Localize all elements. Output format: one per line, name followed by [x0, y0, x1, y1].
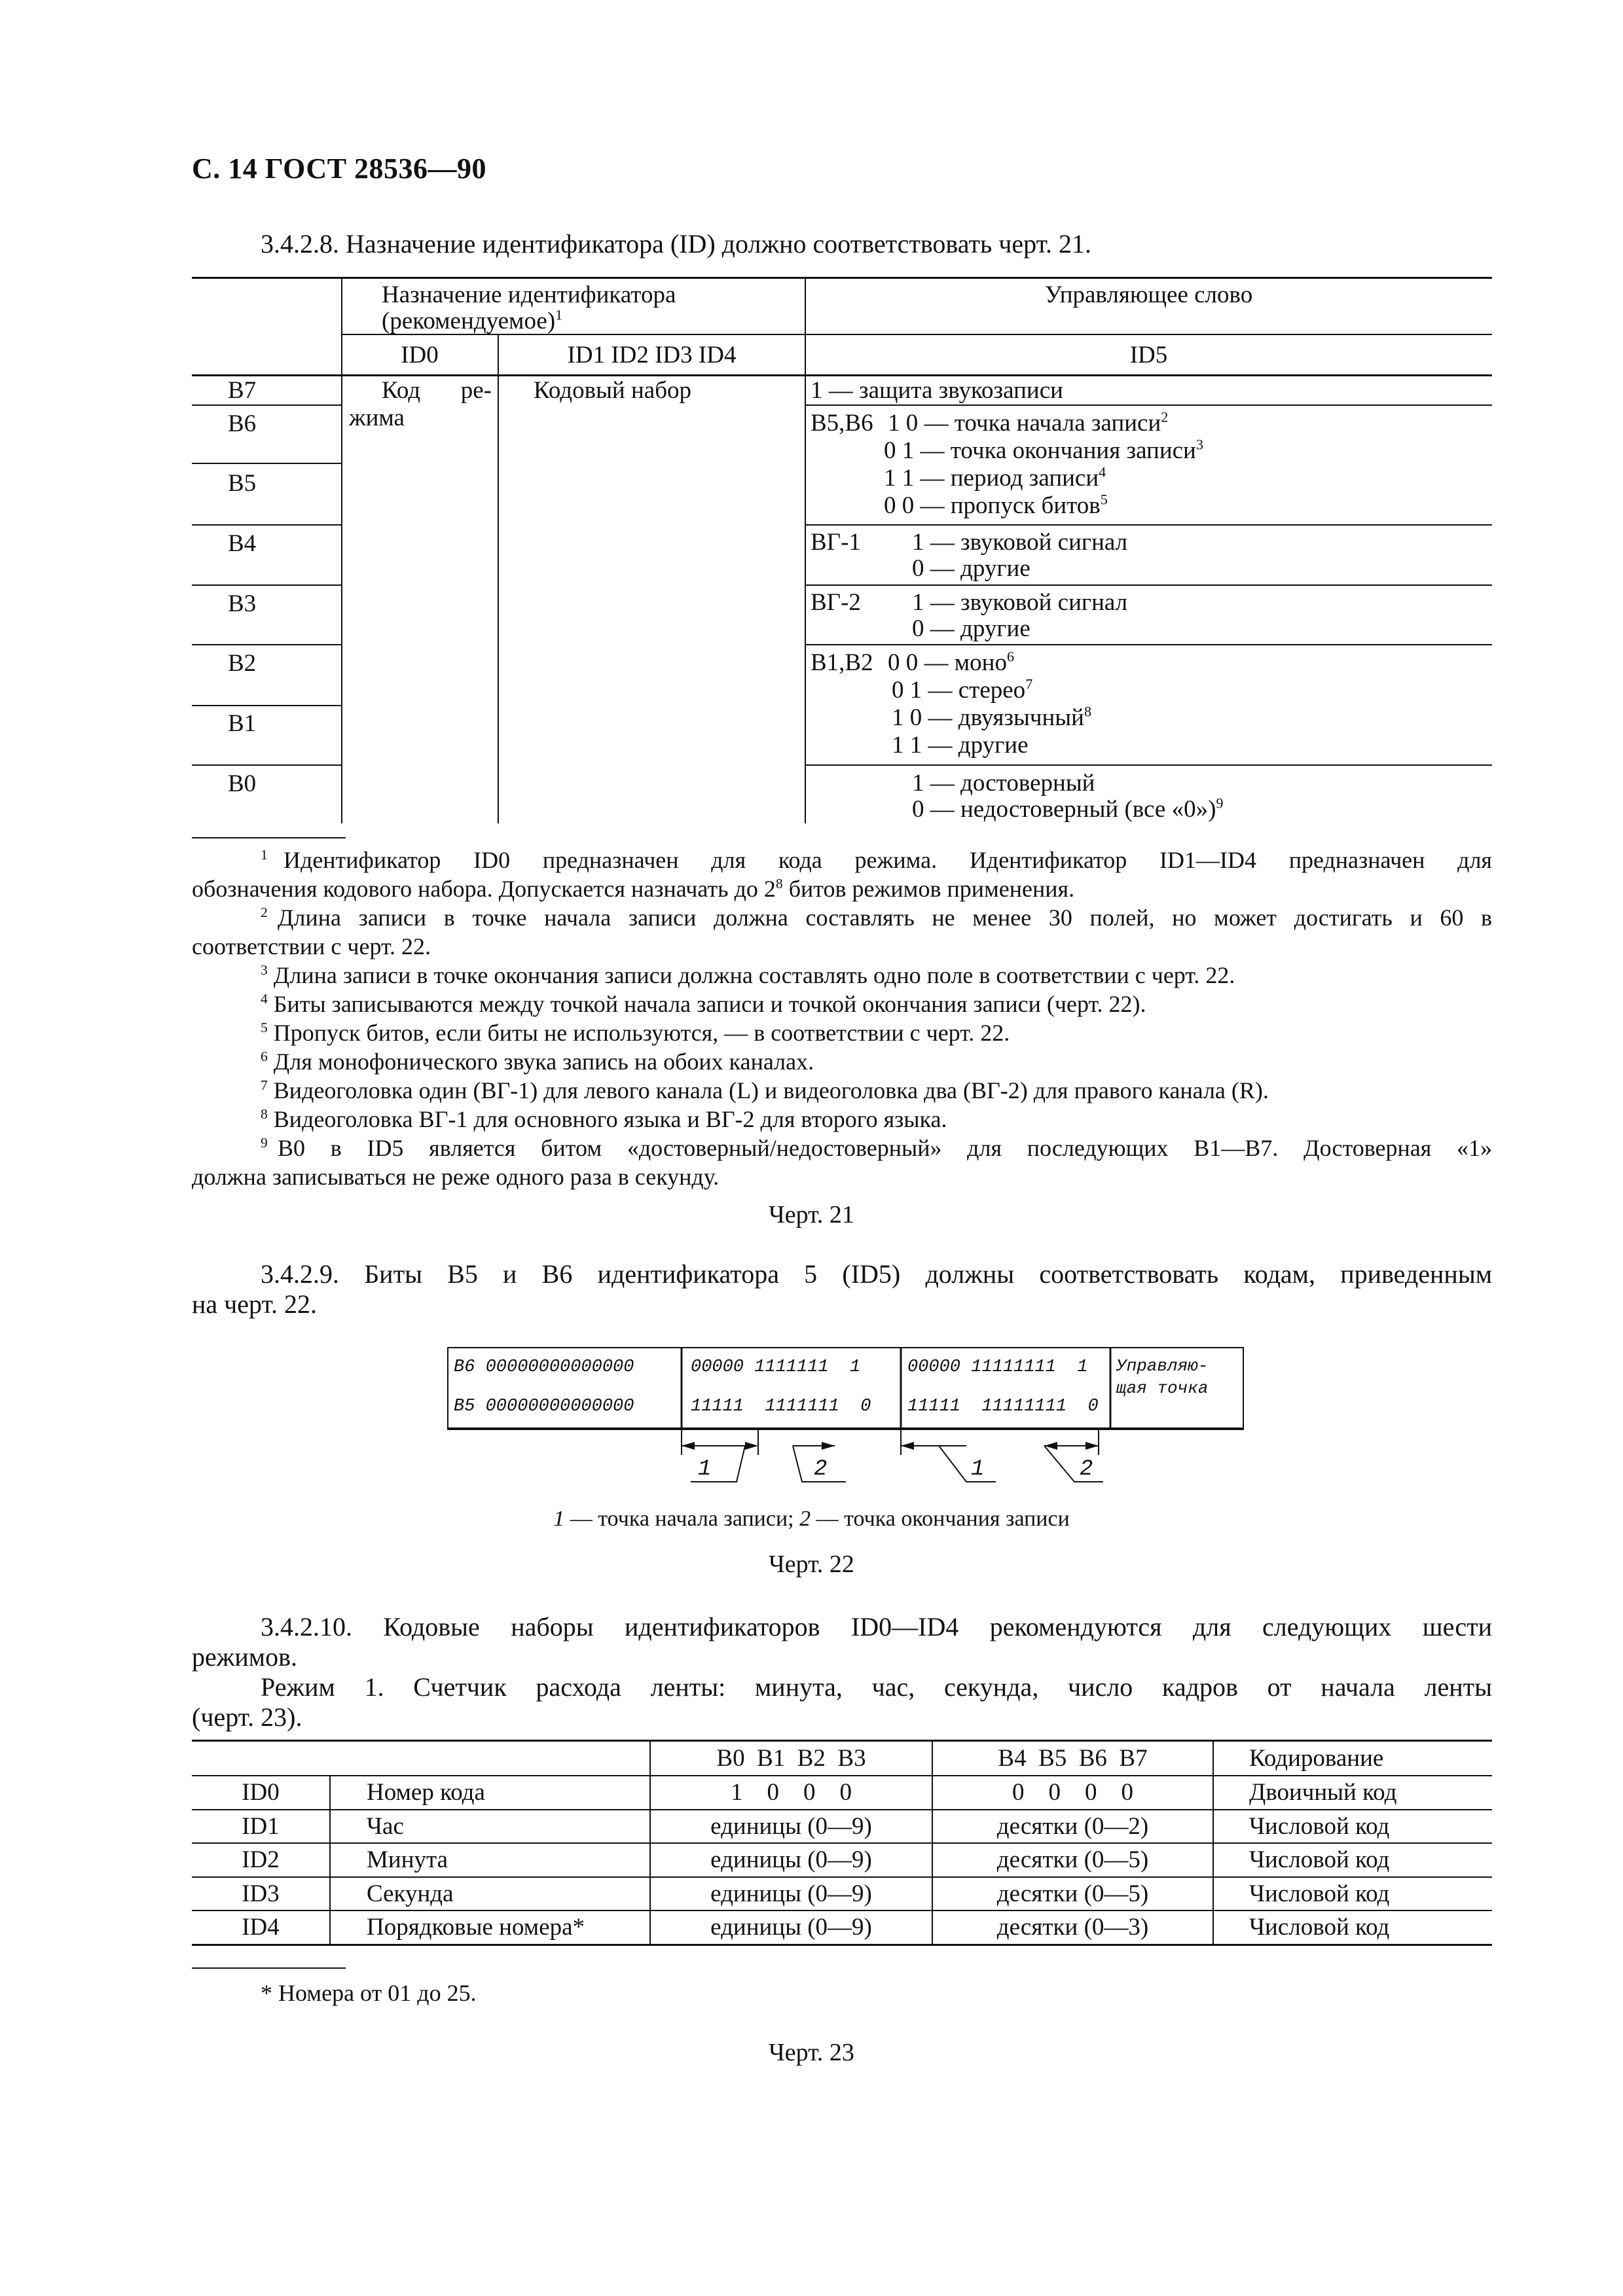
row-id0-id: ID0 — [242, 1779, 280, 1806]
b12-line3-sup: 8 — [1084, 703, 1092, 720]
head-id5: ID5 — [1129, 342, 1168, 368]
legend-22-num1: 1 — [553, 1507, 565, 1531]
footnote-5-text: Пропуск битов, если биты не используются, — в соответствии с черт. 22. — [273, 1020, 1010, 1046]
head-coding: Кодирование — [1249, 1745, 1384, 1772]
row-label-b3: B3 — [228, 590, 257, 617]
head-id0: ID0 — [401, 342, 439, 368]
footnote-1-number: 1 — [261, 847, 268, 863]
head-purpose-line2: (рекомендуемое) — [382, 308, 556, 334]
b3-line1: 1 — звуковой сигнал — [912, 589, 1128, 616]
b56-line4-sup: 5 — [1100, 491, 1108, 508]
paragraph-3-4-2-10-line1: 3.4.2.10. Кодовые наборы идентификаторов ID0—ID4 рекомендуются для следующих шести — [261, 1612, 1492, 1641]
caption-chert-22: Черт. 22 — [769, 1551, 854, 1578]
b0-line1: 1 — достоверный — [912, 770, 1095, 797]
b3-prefix: ВГ-2 — [811, 589, 861, 616]
row-id3-high: десятки (0—5) — [996, 1880, 1149, 1907]
mode-code-line1: Код ре- — [382, 377, 492, 404]
b4-line1: 1 — звуковой сигнал — [912, 529, 1128, 556]
control-point-line2: щая точка — [1116, 1378, 1209, 1398]
b12-line1: 0 0 — моно — [888, 649, 1007, 676]
footnote-2-line1: Длина записи в точке начала записи должна составлять не менее 30 полей, но может достигать и 60 в — [278, 905, 1492, 931]
b12-line2: 0 1 — стерео — [892, 677, 1026, 704]
b12-line4: 1 1 — другие — [892, 732, 1029, 759]
row-id1-low: единицы (0—9) — [710, 1813, 872, 1840]
caption-chert-21: Черт. 21 — [769, 1201, 854, 1229]
footnote-4-number: 4 — [261, 991, 268, 1007]
control-point-line1: Управляю- — [1116, 1356, 1209, 1376]
head-purpose-sup: 1 — [555, 306, 563, 323]
b7-description: 1 — защита звукозаписи — [811, 377, 1063, 404]
head-b0-b3: B0 B1 B2 B3 — [716, 1745, 866, 1772]
paragraph-3-4-2-8: 3.4.2.8. Назначение идентификатора (ID) должно соответствовать черт. 21. — [261, 229, 1092, 259]
row-id3-low: единицы (0—9) — [710, 1880, 872, 1907]
b56-line1: 1 0 — точка начала записи — [888, 410, 1161, 437]
footnote-chert-23: * Номера от 01 до 25. — [261, 1980, 477, 2006]
b5-segment-2: 11111 1111111 0 — [691, 1397, 871, 1416]
row-label-b5: B5 — [228, 470, 257, 497]
row-label-b6: B6 — [228, 410, 257, 437]
footnote-4-text: Биты записываются между точкой начала записи и точкой окончания записи (черт. 22). — [273, 991, 1146, 1017]
b6-label: B6 00000000000000 — [454, 1357, 634, 1377]
footnote-1-line1: Идентификатор ID0 предназначен для кода режима. Идентификатор ID1—ID4 предназначен для — [283, 847, 1492, 873]
head-b4-b7: B4 B5 B6 B7 — [998, 1745, 1148, 1772]
b0-line2: 0 — недостоверный (все «0») — [912, 796, 1216, 823]
row-id0-low: 1 0 0 0 — [731, 1779, 852, 1806]
b56-line3-sup: 4 — [1099, 463, 1106, 480]
row-id1-high: десятки (0—2) — [996, 1813, 1149, 1840]
b4-prefix: ВГ-1 — [811, 529, 861, 556]
b56-line2: 0 1 — точка окончания записи — [884, 437, 1196, 464]
footnote-8-text: Видеоголовка ВГ-1 для основного языка и ВГ-2 для второго языка. — [273, 1106, 947, 1132]
row-id1-id: ID1 — [242, 1813, 280, 1840]
head-purpose-line1: Назначение идентификатора — [382, 281, 676, 308]
callout-2-right: 2 — [1080, 1457, 1093, 1482]
paragraph-3-4-2-9-line2: на черт. 22. — [192, 1289, 317, 1319]
row-id4-coding: Числовой код — [1249, 1914, 1390, 1941]
b6-segment-3: 00000 11111111 1 — [907, 1357, 1088, 1377]
footnote-8-number: 8 — [261, 1106, 268, 1122]
footnote-9-number: 9 — [261, 1135, 268, 1151]
callout-2-left: 2 — [814, 1457, 828, 1482]
row-id1-name: Час — [367, 1813, 404, 1840]
row-id2-high: десятки (0—5) — [996, 1846, 1149, 1873]
b6-segment-2: 00000 1111111 1 — [691, 1357, 861, 1377]
b4-line2: 0 — другие — [912, 555, 1030, 582]
b12-line3: 1 0 — двуязычный — [892, 704, 1084, 731]
footnote-3-number: 3 — [261, 962, 268, 978]
footnote-9-line2: должна записываться не реже одного раза в секунду. — [192, 1164, 720, 1190]
callout-1-right: 1 — [971, 1457, 985, 1482]
b5-segment-3: 11111 11111111 0 — [907, 1397, 1099, 1416]
head-id1-id4: ID1 ID2 ID3 ID4 — [567, 342, 737, 368]
legend-22-text2: — точка окончания записи — [811, 1507, 1070, 1531]
footnote-rule-23 — [192, 1967, 346, 1969]
legend-22-text1: — точка начала записи; — [564, 1507, 800, 1531]
row-id4-low: единицы (0—9) — [710, 1914, 872, 1941]
paragraph-mode-1-line2: (черт. 23). — [192, 1702, 302, 1732]
caption-chert-23: Черт. 23 — [769, 2039, 854, 2066]
row-label-b2: B2 — [228, 650, 257, 677]
row-id3-id: ID3 — [242, 1880, 280, 1907]
paragraph-mode-1-line1: Режим 1. Счетчик расхода ленты: минута, час, секунда, число кадров от начала ленты — [261, 1672, 1492, 1702]
row-id4-name: Порядковые номера* — [367, 1914, 585, 1941]
footnote-1-line2a: обозначения кодового набора. Допускается назначать до 2 — [192, 876, 776, 902]
footnote-6-number: 6 — [261, 1049, 268, 1064]
row-id2-id: ID2 — [242, 1846, 280, 1873]
row-id1-coding: Числовой код — [1249, 1813, 1390, 1840]
footnote-3-text: Длина записи в точке окончания записи должна составлять одно поле в соответствии с черт. 22. — [273, 962, 1235, 988]
b56-line1-sup: 2 — [1161, 408, 1169, 425]
row-id2-coding: Числовой код — [1249, 1846, 1390, 1873]
paragraph-3-4-2-10-line2: режимов. — [192, 1642, 297, 1672]
footnote-7-text: Видеоголовка один (ВГ-1) для левого канала (L) и видеоголовка два (ВГ-2) для правого канала (R). — [273, 1077, 1269, 1103]
row-id2-low: единицы (0—9) — [710, 1846, 872, 1873]
b56-line2-sup: 3 — [1195, 436, 1203, 453]
row-id4-id: ID4 — [242, 1914, 280, 1941]
row-label-b7: B7 — [228, 377, 257, 404]
b56-prefix: B5,B6 — [811, 410, 873, 437]
callout-1-left: 1 — [698, 1457, 712, 1482]
row-id0-coding: Двоичный код — [1249, 1779, 1397, 1806]
b5-label: B5 00000000000000 — [454, 1397, 634, 1416]
row-id2-name: Минута — [367, 1846, 448, 1873]
mode-code-line2: жима — [349, 404, 405, 431]
row-id0-name: Номер кода — [367, 1779, 485, 1806]
footnote-1-line2b: битов режимов применения. — [782, 876, 1075, 902]
head-control-word: Управляющее слово — [1044, 281, 1253, 308]
paragraph-3-4-2-9-line1: 3.4.2.9. Биты B5 и B6 идентификатора 5 (ID5) должны соответствовать кодам, приведенным — [261, 1259, 1492, 1289]
row-id4-high: десятки (0—3) — [996, 1914, 1149, 1941]
row-label-b4: B4 — [228, 530, 257, 557]
footnote-9-line1: B0 в ID5 является битом «достоверный/недостоверный» для последующих B1—B7. Достоверная «1» — [278, 1135, 1492, 1161]
footnote-2-line2: соответствии с черт. 22. — [192, 933, 431, 960]
b12-prefix: B1,B2 — [811, 649, 873, 676]
row-label-b1: B1 — [228, 710, 257, 737]
row-label-b0: B0 — [228, 770, 257, 797]
b56-line3: 1 1 — период записи — [884, 465, 1099, 492]
row-id3-name: Секунда — [367, 1880, 454, 1907]
footnote-6-text: Для монофонического звука запись на обоих каналах. — [273, 1049, 814, 1075]
legend-22-num2: 2 — [799, 1507, 811, 1531]
footnote-7-number: 7 — [261, 1077, 268, 1093]
b0-line2-sup: 9 — [1216, 795, 1224, 812]
footnote-2-number: 2 — [261, 905, 268, 920]
b12-line2-sup: 7 — [1025, 675, 1033, 692]
b56-line4: 0 0 — пропуск битов — [884, 492, 1101, 519]
footnote-5-number: 5 — [261, 1020, 268, 1035]
row-id0-high: 0 0 0 0 — [1012, 1779, 1133, 1806]
footnote-1-sup: 8 — [775, 876, 783, 891]
b12-line1-sup: 6 — [1006, 648, 1015, 665]
code-set: Кодовый набор — [534, 377, 692, 404]
row-id3-coding: Числовой код — [1249, 1880, 1390, 1907]
b3-line2: 0 — другие — [912, 615, 1030, 642]
page-header: С. 14 ГОСТ 28536—90 — [192, 152, 487, 185]
